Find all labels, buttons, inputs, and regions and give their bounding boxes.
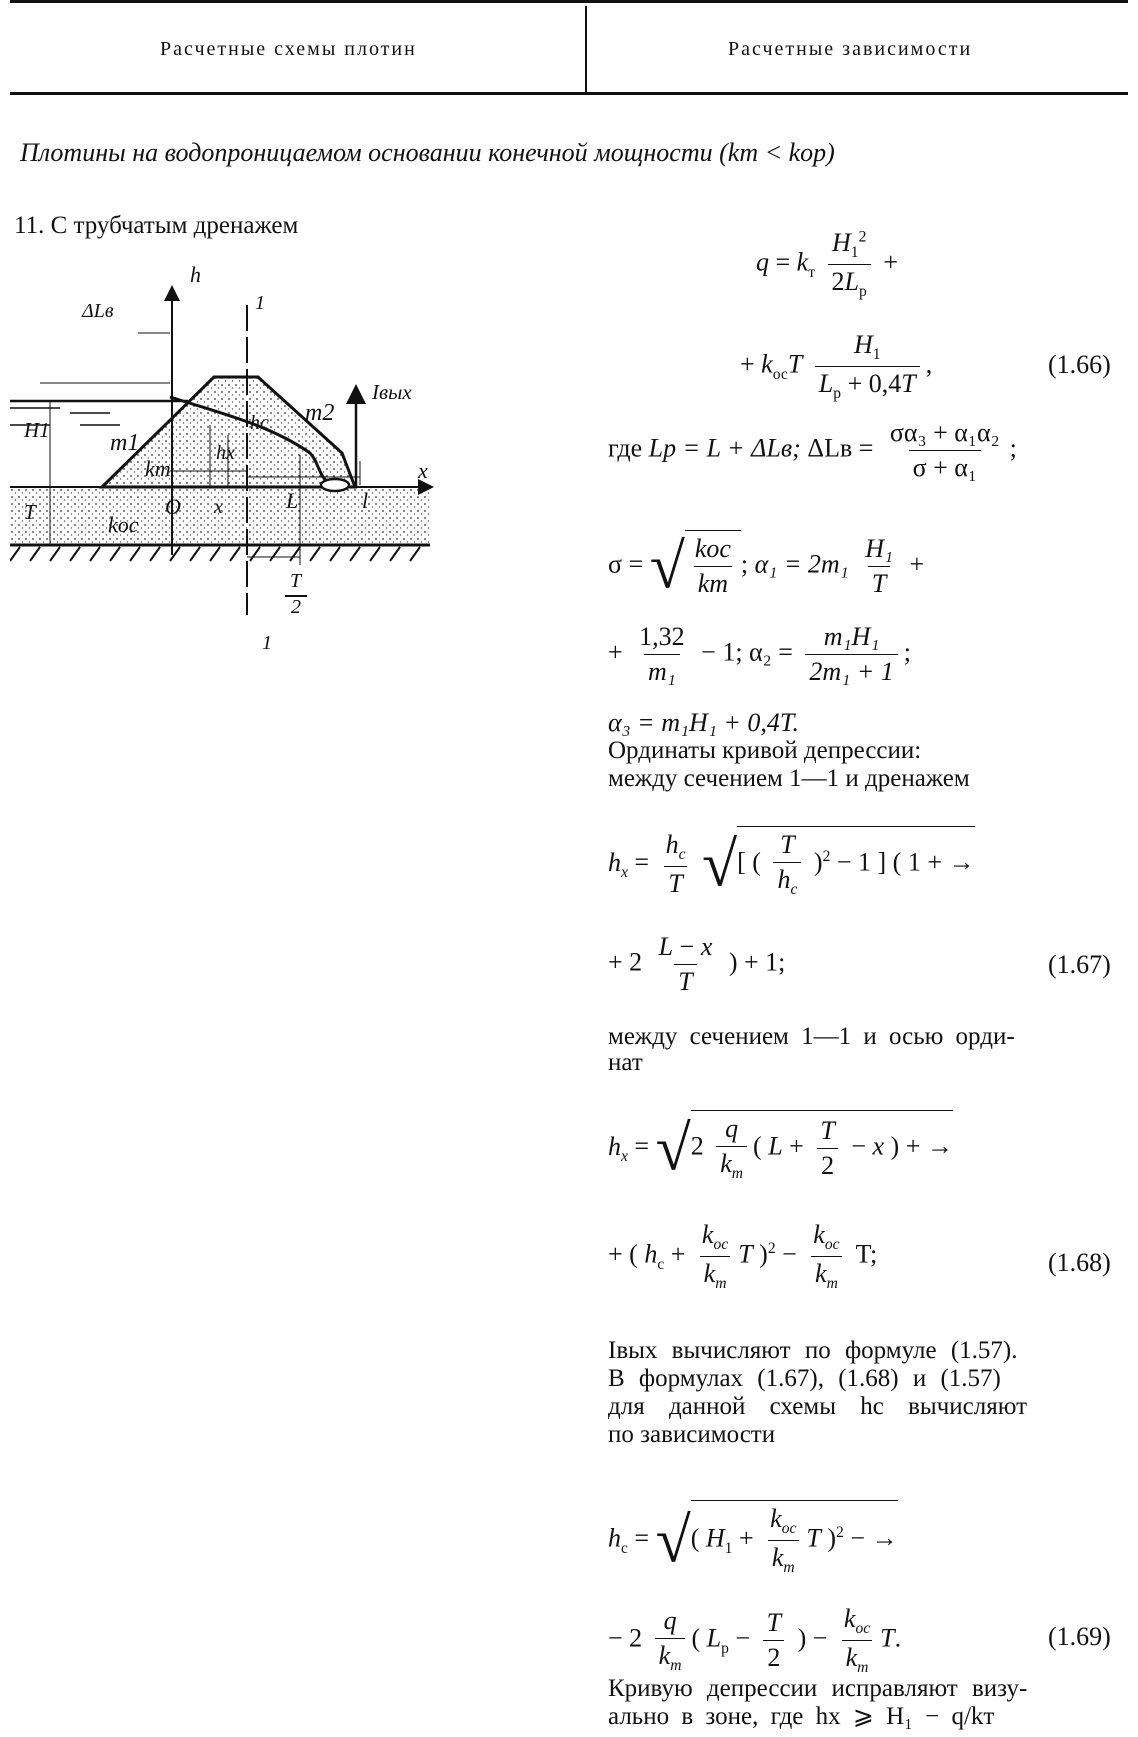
eq-sigma-a1-num: H₁ [865, 534, 894, 563]
eq-sigma-a1: α₁ = 2m₁ [754, 549, 849, 579]
fig-label-I: Iвых [372, 380, 412, 404]
fig-label-one-bottom: 1 [262, 632, 272, 654]
eq-1-68-line2: + ( $h_c$ + $\frac{k_{ос}}{k_т}$ T )$^2$ − $\frac{k_{ос}}{k_т}$ T; [608, 1220, 878, 1293]
fig-label-m2: m2 [305, 400, 335, 426]
eq-1-68-number: (1.68) [1048, 1248, 1111, 1277]
eq-sigma-den: kт [694, 566, 732, 599]
eq-1-66-number: (1.66) [1048, 350, 1111, 379]
eq-sigma-a1-den: T [868, 566, 890, 599]
text-I-2: В формулах (1.67), (1.68) и (1.57) [608, 1365, 1001, 1392]
eq-alpha2: + $\frac{1,32}{\text{m₁}}$ − 1; α₂ = $\frac{\text{m₁H₁}}{\text{2m₁ + 1}}$ ; [608, 622, 912, 686]
header-divider [585, 6, 587, 92]
fig-label-x: x [214, 496, 223, 518]
eq-sigma-num: kос [694, 534, 731, 563]
fig-label-T2-num: T [290, 570, 302, 592]
eq-1-68-line1: $h_x = √2$ $\frac{q}{k_т}$ ( L + $\frac{T}{2}$ − x ) + → [608, 1110, 953, 1183]
fig-label-one-top: 1 [255, 292, 265, 314]
eq-alpha3: α₃ = m₁H₁ + 0,4T. [608, 708, 799, 737]
text-I-4: по зависимости [608, 1421, 776, 1448]
eq-1-66-line1: $q = k_т$ $\frac{H_1^2}{2L_р}$ + [756, 228, 898, 301]
text-ordinates: Ординаты кривой депрессии: [608, 737, 922, 764]
header-bottom-rule [10, 92, 1128, 95]
text-between2a: между сечением 1—1 и осью орди- [608, 1023, 1015, 1050]
eq-1-67-line1: $h_x$ = $\frac{h_c}{T}$ √[ ( $\frac{T}{h_c}$ )$^2$ − 1 ] ( 1 + → [608, 826, 975, 899]
eq-1-67-line2: + 2 $\frac{L - x}{T}$ ) + 1; [608, 932, 786, 996]
eq-where-lp: Lр = L + ΔLв; [648, 433, 801, 463]
eq-1-69-line2: − 2 $\frac{q}{k_т}$ ( $L_р$ − $\frac{T}{2}$ ) − $\frac{k_{ос}}{k_т}$ T. [608, 1604, 902, 1677]
fig-label-h: h [190, 262, 201, 287]
eq-sigma-lhs: σ = [608, 549, 644, 579]
text-between2b: нат [608, 1049, 643, 1076]
fig-label-dLv: ΔLв [82, 300, 114, 322]
fig-label-x-axis: x [418, 458, 428, 483]
eq-a2-num: m₁H₁ [823, 622, 880, 651]
eq-1-66-line2: + $k_{ос}T$ $\frac{H_1}{L_р + 0,4T}$ , [740, 330, 933, 403]
eq-1-69-line1: $h_c$ = √( $H_1$ + $\frac{k_{ос}}{k_т}$ T )$^2$ − → [608, 1500, 898, 1577]
eq-sigma: σ = √ $\frac{\text{kос}}{kт}$ ; α₁ = 2m₁ $\frac{\text{H₁}}{T}$ + [608, 530, 925, 602]
fig-label-m1: m1 [110, 430, 140, 456]
header-left: Расчетные схемы плотин [160, 38, 417, 60]
header-right: Расчетные зависимости [728, 38, 973, 60]
text-last-2: ально в зоне, где hx ⩾ H₁ − q/kт [608, 1703, 995, 1730]
text-between1: между сечением 1—1 и дренажем [608, 765, 970, 792]
eq-where-dl-lhs: ΔLв = [807, 433, 874, 463]
eq-a2-mid: − 1; α₂ = [701, 637, 793, 667]
text-last-1: Кривую депрессии исправляют визу- [608, 1675, 1028, 1702]
section-title: Плотины на водопроницаемом основании конечной мощности (kт < kop) [20, 138, 835, 167]
fig-label-H1: H1 [24, 418, 50, 442]
fig-label-L: L [286, 488, 299, 513]
dam-diagram [10, 285, 450, 665]
text-I-3: для данной схемы hc вычисляют [608, 1393, 1027, 1420]
eq-where-dl-num: σα₃ + α₁α₂ [889, 418, 1000, 447]
header-top-rule [10, 0, 1128, 3]
fig-label-koc: kос [108, 512, 139, 537]
eq-a2-frac-num: 1,32 [639, 622, 685, 651]
eq-where: где Lр = L + ΔLв; ΔLв = $\frac{\text{σα₃ + α₁α₂}}{\text{σ + α₁}}$ ; [608, 418, 1017, 482]
fig-label-kt: kт [145, 456, 171, 481]
fig-label-T2-den: 2 [291, 596, 301, 618]
eq-a2-den: 2m₁ + 1 [805, 654, 897, 687]
fig-label-T: T [24, 500, 36, 524]
fig-label-O: O [165, 494, 181, 519]
eq-1-69-number: (1.69) [1048, 1622, 1111, 1651]
hatching [10, 547, 420, 561]
eq-1-67-number: (1.67) [1048, 950, 1111, 979]
fig-label-hx: hx [216, 442, 235, 464]
fig-label-hc: hc [250, 412, 269, 434]
eq-where-prefix: где [608, 433, 643, 463]
eq-where-dl-den: σ + α₁ [909, 450, 981, 483]
text-I-1: Iвых вычисляют по формуле (1.57). [608, 1337, 1018, 1364]
item-title: 11. С трубчатым дренажем [14, 212, 299, 239]
fig-label-l: l [362, 488, 369, 513]
eq-a2-frac-den: m₁ [644, 654, 680, 687]
